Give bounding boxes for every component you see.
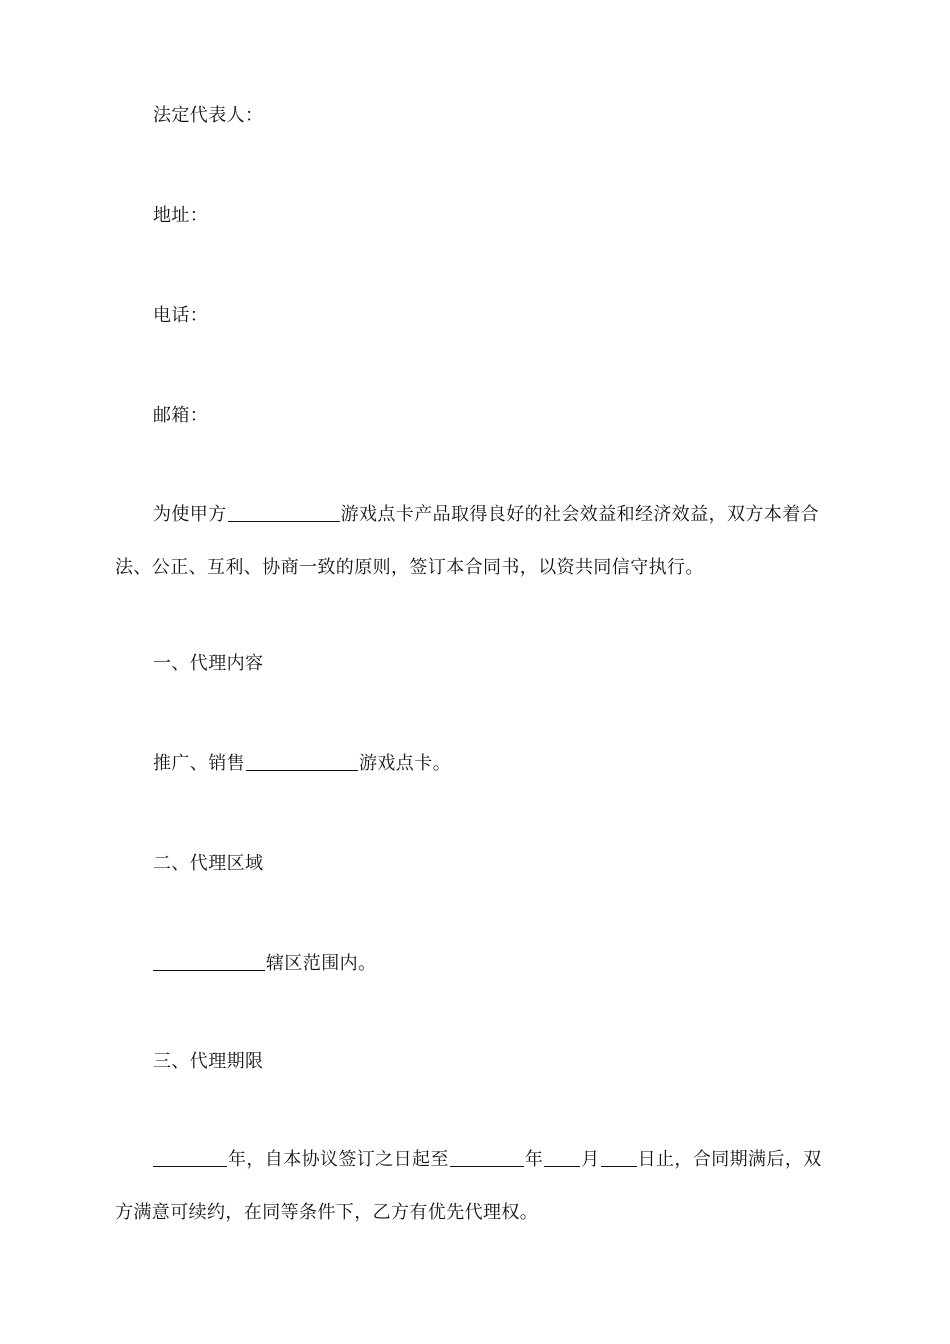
section3-text-year: 年，自本协议签订之日起至 [228, 1149, 449, 1170]
section3-text-month: 月 [581, 1149, 600, 1170]
section1-text-start: 推广、销售 [153, 753, 245, 774]
section3-content [115, 1133, 840, 1239]
region-blank [153, 952, 265, 971]
section3-heading [115, 1049, 878, 1075]
intro-paragraph [115, 488, 840, 594]
section2-heading [115, 851, 878, 877]
section3-text-year2: 年 [524, 1149, 544, 1170]
section3-heading-text: 三、代理期限 [153, 1051, 264, 1072]
end-day-blank [601, 1148, 637, 1167]
party-a-blank [228, 503, 340, 522]
intro-text-end: 游戏点卡产品取得良好的社会效益和经济效益，双方本着合法、公正、互利、协商一致的原则，签订本合同书，以资共同信守执行。 [115, 504, 820, 578]
section1-text-end: 游戏点卡。 [359, 753, 451, 774]
end-year-blank [450, 1148, 524, 1167]
legal-representative-label: 法定代表人： [153, 105, 264, 126]
end-month-blank [544, 1148, 580, 1167]
section2-heading-text: 二、代理区域 [153, 853, 264, 874]
email-label: 邮箱： [153, 405, 209, 426]
section3-text-day: 日止，合同期满后，双方满意可续约，在同等条件下，乙方有优先代理权。 [115, 1149, 822, 1223]
legal-representative-field [115, 103, 878, 129]
phone-label: 电话： [153, 305, 209, 326]
section1-heading [115, 651, 878, 677]
section2-text: 辖区范围内。 [266, 953, 377, 974]
phone-field [115, 303, 878, 329]
game-name-blank [246, 752, 358, 771]
address-label: 地址： [153, 205, 209, 226]
section1-content [115, 751, 878, 777]
address-field [115, 203, 878, 229]
section1-heading-text: 一、代理内容 [153, 653, 264, 674]
term-years-blank [153, 1148, 227, 1167]
intro-text-start: 为使甲方 [153, 504, 227, 525]
email-field [115, 403, 878, 429]
section2-content [115, 951, 878, 977]
